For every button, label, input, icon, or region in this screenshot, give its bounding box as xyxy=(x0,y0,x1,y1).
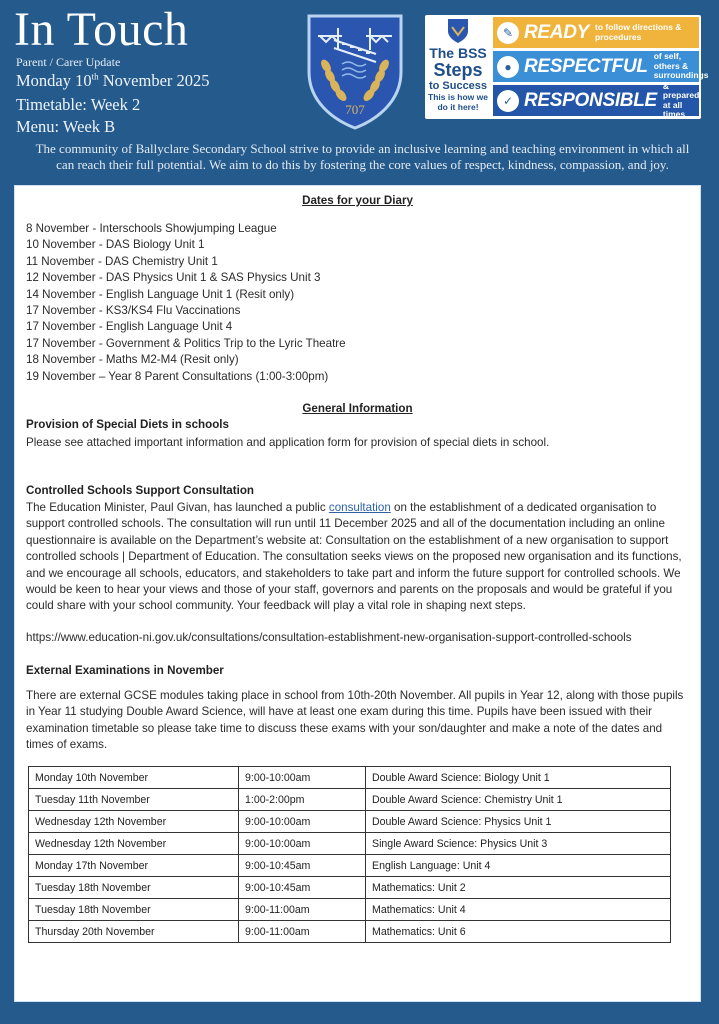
exam-subject: Single Award Science: Physics Unit 3 xyxy=(366,833,671,855)
exam-date: Monday 17th November xyxy=(29,855,239,877)
exam-time: 9:00-11:00am xyxy=(239,921,366,943)
school-crest-icon xyxy=(306,14,404,130)
step-word: READY xyxy=(524,21,590,43)
diary-item: 12 November - DAS Physics Unit 1 & SAS Physics Unit 3 xyxy=(26,271,321,285)
consultation-text-rest: on the establishment of a dedicated organisation to support controlled schools. The consultation will run until 11 December 2025 and all of the documentation including an online questionnaire is available on the Department’s website at: Consultation on the establishment of a new organisation to support controlled schools | Department of Education. The consultation seeks views on the proposed new organisation and its functions, and we encourage all schools, educators, and stakeholders to take part and inform the future support for controlled schools. We would be keen to hear your views and those of your staff, governors and parents on the proposals and would be grateful if you could share with your school community. Your feedback will play a vital role in shaping next steps. xyxy=(26,501,682,613)
consultation-text-start: The Education Minister, Paul Givan, has launched a public xyxy=(26,501,329,514)
exam-subject: Double Award Science: Biology Unit 1 xyxy=(366,767,671,789)
diary-item: 10 November - DAS Biology Unit 1 xyxy=(26,238,205,252)
exam-subject: Double Award Science: Chemistry Unit 1 xyxy=(366,789,671,811)
issue-date-day: Monday 10 xyxy=(16,71,92,90)
steps-line-2: Steps xyxy=(433,60,483,80)
diary-heading: Dates for your Diary xyxy=(302,194,413,207)
exam-time: 9:00-10:00am xyxy=(239,833,366,855)
exams-body: There are external GCSE modules taking place in school from 10th-20th November. All pupils in Year 12, along with those pupils in Year 11 studying Double Award Science, will have at least one exam during this time. Pupils have been issued with their examination timetable so please take time to discuss these exams with your son/daughter and make a note of the dates and times of exams. xyxy=(26,689,684,752)
table-row xyxy=(29,767,671,789)
newsletter-subtitle: Parent / Carer Update xyxy=(16,55,121,69)
special-diets-body: Please see attached important information and application form for provision of special diets in school. xyxy=(26,436,550,449)
mission-statement: The community of Ballyclare Secondary School strive to provide an inclusive learning and teaching environment in which all can reach their full potential. We aim to do this by fostering the core values of respect, kindness, compassion, and joy. xyxy=(35,141,690,172)
exam-date: Monday 10th November xyxy=(29,767,239,789)
exam-time: 1:00-2:00pm xyxy=(239,789,366,811)
issue-date-ordinal: th xyxy=(91,71,99,82)
exam-subject: Mathematics: Unit 6 xyxy=(366,921,671,943)
step-responsible xyxy=(493,80,700,119)
exam-date: Wednesday 12th November xyxy=(29,811,239,833)
exam-time: 9:00-11:00am xyxy=(239,899,366,921)
exam-subject: Mathematics: Unit 2 xyxy=(366,877,671,899)
timetable-week: Timetable: Week 2 xyxy=(16,95,141,114)
diary-item: 19 November – Year 8 Parent Consultations (1:00-3:00pm) xyxy=(26,369,329,383)
diary-item: 14 November - English Language Unit 1 (Resit only) xyxy=(26,287,295,301)
exam-subject: Mathematics: Unit 4 xyxy=(366,899,671,921)
diary-item: 17 November - KS3/KS4 Flu Vaccinations xyxy=(26,304,241,318)
step-word: RESPECTFUL xyxy=(524,55,648,77)
step-respectful xyxy=(493,51,709,82)
step-desc: & prepared at all times xyxy=(662,80,700,119)
consultation-body xyxy=(26,500,692,615)
table-row xyxy=(29,789,671,811)
exam-time: 9:00-10:00am xyxy=(239,811,366,833)
mini-crest-icon xyxy=(447,18,469,44)
step-desc: of self, others & surroundings xyxy=(653,51,709,81)
exam-date: Wednesday 12th November xyxy=(29,833,239,855)
special-diets-title: Provision of Special Diets in schools xyxy=(26,418,229,431)
exam-subject: Double Award Science: Physics Unit 1 xyxy=(366,811,671,833)
diary-item: 17 November - Government & Politics Trip to the Lyric Theatre xyxy=(26,336,346,350)
exam-time: 9:00-10:45am xyxy=(239,855,366,877)
step-desc: to follow directions & procedures xyxy=(595,22,682,42)
table-row xyxy=(29,833,671,855)
table-row xyxy=(29,921,671,943)
consultation-title: Controlled Schools Support Consultation xyxy=(26,484,254,497)
exam-time: 9:00-10:45am xyxy=(239,877,366,899)
table-row xyxy=(29,899,671,921)
issue-date-rest: November 2025 xyxy=(98,71,210,90)
steps-line-3: to Success xyxy=(428,80,488,92)
bss-steps-banner xyxy=(425,15,709,119)
newsletter-header xyxy=(0,0,719,185)
consultation-link[interactable]: consultation xyxy=(328,501,391,514)
issue-date xyxy=(16,71,210,91)
table-row xyxy=(29,855,671,877)
exam-subject: English Language: Unit 4 xyxy=(366,855,671,877)
exam-date: Tuesday 18th November xyxy=(29,899,239,921)
group-people-icon: ● xyxy=(497,56,519,78)
diary-item: 17 November - English Language Unit 4 xyxy=(26,320,233,334)
exam-date: Tuesday 11th November xyxy=(29,789,239,811)
steps-line-4: This is how we do it here! xyxy=(428,92,488,112)
diary-list xyxy=(26,221,346,385)
newsletter-title: In Touch xyxy=(14,3,189,56)
consultation-url: https://www.education-ni.gov.uk/consultations/consultation-establishment-new-organisation-support-controlled-schools xyxy=(26,631,632,644)
table-row xyxy=(29,811,671,833)
step-ready xyxy=(493,17,699,48)
exams-title: External Examinations in November xyxy=(26,664,224,677)
diary-item: 11 November - DAS Chemistry Unit 1 xyxy=(26,254,218,268)
table-row xyxy=(29,877,671,899)
menu-week: Menu: Week B xyxy=(16,117,116,136)
steps-title-block xyxy=(425,15,491,119)
steps-line-1: The BSS xyxy=(429,45,487,61)
diary-item: 18 November - Maths M2-M4 (Resit only) xyxy=(26,353,239,367)
exam-timetable xyxy=(28,766,671,943)
crest-year: 707 xyxy=(345,102,365,117)
exam-time: 9:00-10:00am xyxy=(239,767,366,789)
exam-date: Tuesday 18th November xyxy=(29,877,239,899)
diary-item: 8 November - Interschools Showjumping League xyxy=(26,222,277,235)
exam-date: Thursday 20th November xyxy=(29,921,239,943)
checklist-hand-icon: ✓ xyxy=(497,90,519,112)
person-at-desk-icon: ✎ xyxy=(497,22,519,44)
general-info-heading: General Information xyxy=(302,402,413,415)
step-word: RESPONSIBLE xyxy=(524,89,657,111)
content-panel xyxy=(14,185,701,1002)
